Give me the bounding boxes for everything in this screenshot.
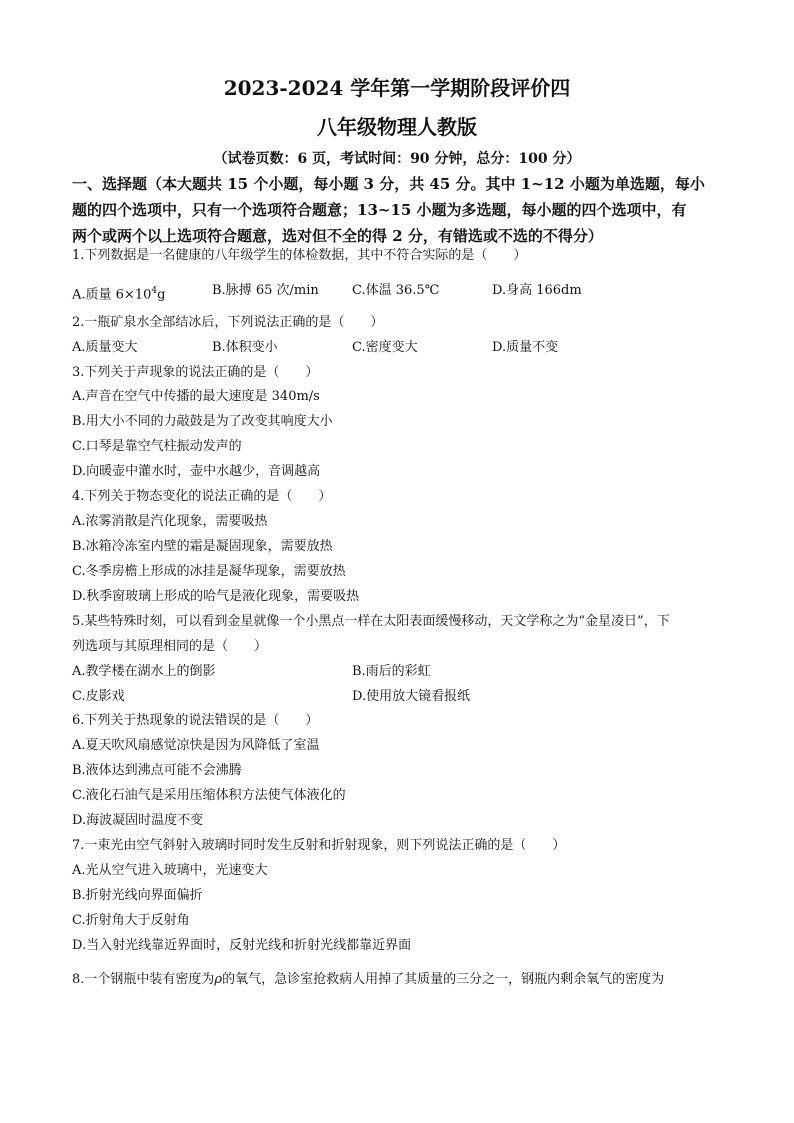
question-3-option-b: B.用大小不同的力敲鼓是为了改变其响度大小 xyxy=(72,414,333,429)
exam-subtitle: 八年级物理人教版 xyxy=(317,115,477,139)
question-1-option-c: C.体温 36.5℃ xyxy=(352,283,440,298)
question-3-option-c: C.口琴是靠空气柱振动发声的 xyxy=(72,439,242,454)
question-3-stem: 3.下列关于声现象的说法正确的是（ ） xyxy=(72,365,319,380)
question-5-option-c: C.皮影戏 xyxy=(72,689,125,704)
question-8-stem xyxy=(72,971,664,989)
option-a-unit: g xyxy=(157,287,166,303)
question-8-stem-end: 的氧气，急诊室抢救病人用掉了其质量的三分之一，钢瓶内剩余氧气的密度为 xyxy=(222,972,665,987)
rho-symbol: ρ xyxy=(214,972,223,987)
question-2-stem: 2.一瓶矿泉水全部结冰后，下列说法正确的是（ ） xyxy=(72,315,384,330)
option-a-text: A.质量 6×10 xyxy=(72,287,152,303)
question-5-stem-line-1: 5.某些特殊时刻，可以看到金星就像一个小黑点一样在太阳表面缓慢移动，天文学称之为“金星凌日”，下 xyxy=(72,614,670,629)
exam-info: （试卷页数：6 页，考试时间：90 分钟，总分：100 分） xyxy=(213,151,581,167)
question-7-option-c: C.折射角大于反射角 xyxy=(72,913,190,928)
question-4-option-d: D.秋季窗玻璃上形成的哈气是液化现象，需要吸热 xyxy=(72,589,360,604)
question-1-option-b: B.脉搏 65 次/min xyxy=(212,283,319,298)
question-4-stem: 4.下列关于物态变化的说法正确的是（ ） xyxy=(72,489,332,504)
question-7-option-a: A.光从空气进入玻璃中，光速变大 xyxy=(72,863,268,878)
question-3-option-a: A.声音在空气中传播的最大速度是 340m/s xyxy=(72,389,320,404)
exam-title: 2023-2024 学年第一学期阶段评价四 xyxy=(223,76,571,100)
question-3-option-d: D.向暖壶中灌水时，壶中水越少，音调越高 xyxy=(72,464,321,479)
question-5-option-b: B.雨后的彩虹 xyxy=(352,664,431,679)
question-5-option-d: D.使用放大镜看报纸 xyxy=(352,689,471,704)
question-4-option-a: A.浓雾消散是汽化现象，需要吸热 xyxy=(72,514,268,529)
question-4-option-c: C.冬季房檐上形成的冰挂是凝华现象，需要放热 xyxy=(72,564,346,579)
section-line-1: 一、选择题（本大题共 15 个小题，每小题 3 分，共 45 分。其中 1~12 小题为单选题，每小 xyxy=(72,175,705,193)
question-6-option-d: D.海波凝固时温度不变 xyxy=(72,813,204,828)
question-6-option-a: A.夏天吹风扇感觉凉快是因为风降低了室温 xyxy=(72,738,320,753)
question-1-option-a xyxy=(72,282,165,304)
question-1-stem: 1.下列数据是一名健康的八年级学生的体检数据，其中不符合实际的是（ ） xyxy=(72,248,527,263)
question-6-option-c: C.液化石油气是采用压缩体积方法使气体液化的 xyxy=(72,788,346,803)
question-7-stem: 7.一束光由空气斜射入玻璃时同时发生反射和折射现象，则下列说法正确的是（ ） xyxy=(72,838,566,853)
section-instructions xyxy=(72,171,722,249)
question-6-stem: 6.下列关于热现象的说法错误的是（ ） xyxy=(72,713,319,728)
question-2-option-b: B.体积变小 xyxy=(212,340,278,355)
question-2-option-c: C.密度变大 xyxy=(352,340,418,355)
section-line-3: 两个或两个以上选项符合题意，选对但不全的得 2 分，有错选或不选的不得分） xyxy=(72,227,603,245)
question-7-option-b: B.折射光线向界面偏折 xyxy=(72,888,203,903)
question-5-stem-line-2: 列选项与其原理相同的是（ ） xyxy=(72,639,268,654)
question-4-option-b: B.冰箱冷冻室内壁的霜是凝固现象，需要放热 xyxy=(72,539,333,554)
question-5-option-a: A.教学楼在湖水上的倒影 xyxy=(72,664,216,679)
question-2-option-a: A.质量变大 xyxy=(72,340,138,355)
question-6-option-b: B.液体达到沸点可能不会沸腾 xyxy=(72,763,242,778)
section-line-2: 题的四个选项中，只有一个选项符合题意；13~15 小题为多选题，每小题的四个选项中，有 xyxy=(72,201,687,219)
option-a-exponent: 4 xyxy=(151,286,158,296)
question-2-option-d: D.质量不变 xyxy=(492,340,559,355)
question-7-option-d: D.当入射光线靠近界面时，反射光线和折射光线都靠近界面 xyxy=(72,938,412,953)
question-8-stem-start: 8.一个钢瓶中装有密度为 xyxy=(72,972,215,987)
question-1-option-d: D.身高 166dm xyxy=(492,283,582,298)
